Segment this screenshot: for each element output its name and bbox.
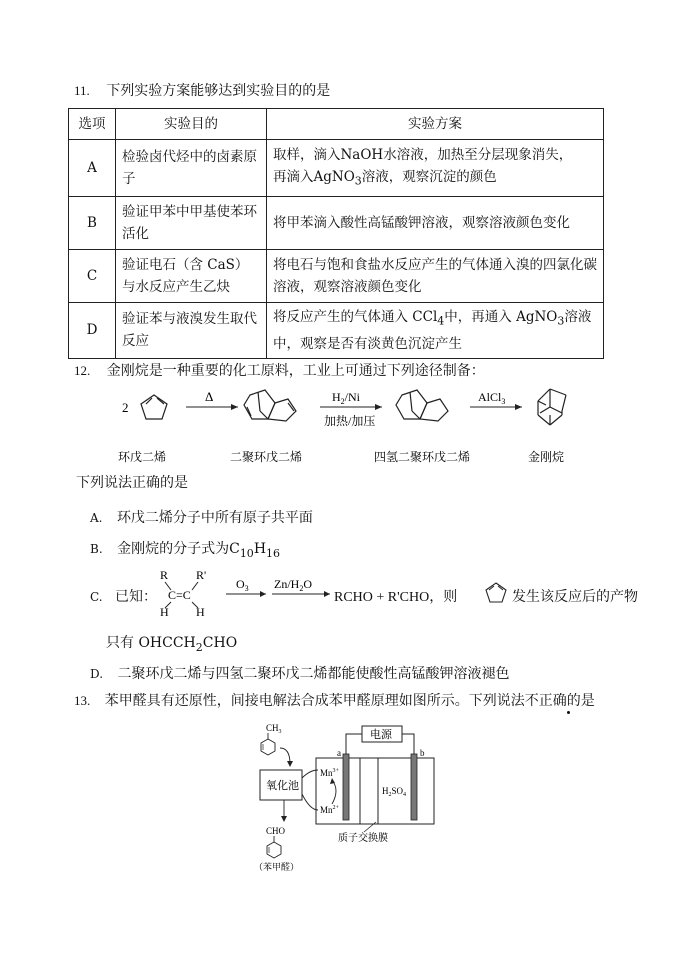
option-label: D. (90, 667, 104, 681)
name-tetrahydro: 四氢二聚环戊二烯 (374, 450, 471, 464)
row-option: C (69, 250, 116, 303)
mn3-label: $Mn^{3+}$ (320, 768, 339, 778)
electrolysis-figure (244, 718, 454, 878)
substituent-r-prime: R' (196, 568, 207, 582)
arrow-head (287, 761, 293, 767)
plan-text: 再滴入 (273, 168, 314, 185)
electrode-a-label: a (337, 748, 341, 758)
formula: CHO (202, 635, 238, 651)
option-text: 金刚烷的分子式为C (117, 541, 240, 557)
dicyclopentadiene-structure (244, 390, 296, 421)
table-row (69, 197, 604, 250)
q13-number: 13. (74, 693, 91, 708)
q11-number: 11. (74, 83, 90, 98)
row-option: A (69, 140, 116, 197)
stem-text: 苯甲醛具有还原性，间接电解法合成苯甲醛原理如图所示。下列说法 (104, 693, 525, 709)
q11-table (68, 108, 604, 359)
conditions-label: 加热/加压 (324, 414, 376, 428)
q11-stem: 下列实验方案能够达到实验目的的是 (106, 83, 331, 99)
arrow-head (324, 591, 330, 597)
plan-text: 溶液，观察沉淀的颜色 (361, 168, 497, 185)
row-goal: 验证电石（含 CaS）与水反应产生乙炔 (116, 250, 267, 303)
header-goal: 实验目的 (116, 109, 267, 140)
q12-stem-line (74, 362, 485, 380)
hydrogen-2: H (196, 605, 205, 618)
plan-text: 溶液中，观察是否有淡黄色沉淀产生 (273, 309, 592, 352)
row-plan (267, 250, 604, 303)
row-option: D (69, 303, 116, 359)
alkene-core: C=C (168, 588, 191, 602)
benzaldehyde-name: （苯甲醛） (254, 862, 300, 872)
arrow-head (281, 816, 287, 822)
row-plan (267, 197, 604, 250)
table-row (69, 250, 604, 303)
q13-stem-line (74, 692, 595, 710)
q12-option-a (90, 507, 313, 527)
q12-option-d (90, 663, 509, 683)
subscript: 3 (354, 174, 362, 188)
plan-text: 取样，滴入NaOH水溶液，加热至分层现象消失， (273, 146, 573, 163)
cyclopentadiene-structure (141, 395, 167, 419)
toluene-structure (261, 723, 282, 755)
row-goal: 验证甲苯中甲基使苯环活化 (116, 197, 267, 250)
q12-option-c-products (334, 586, 457, 606)
q12-prompt: 下列说法正确的是 (76, 475, 188, 491)
electrode-b-label: b (420, 748, 425, 758)
oxidation-pool-label: 氧化池 (266, 780, 299, 792)
header-plan: 实验方案 (267, 109, 604, 140)
mn2-label: $Mn^{2+}$ (320, 805, 339, 815)
q11-header-row (69, 109, 604, 140)
ozone-label: $O_3$ (236, 577, 249, 593)
subscript: 3 (557, 314, 565, 328)
plan-text: 将甲苯滴入酸性高锰酸钾溶液，观察溶液颜色变化 (273, 215, 570, 231)
h2-ni-label: $H_2/Ni$ (332, 390, 361, 406)
acid-label: $H_2SO_4$ (382, 786, 407, 798)
row-option: B (69, 197, 116, 250)
q13-stem (105, 693, 595, 709)
emphasis-text: 不 (524, 693, 539, 709)
name-dicyclopentadiene: 二聚环戊二烯 (230, 450, 303, 464)
emphasis-dot (567, 711, 570, 714)
substituent-r: R (160, 568, 169, 582)
option-label: B. (90, 542, 103, 556)
zn-h2o-label: $Zn/H_2O$ (274, 577, 313, 593)
arrow-head (231, 404, 238, 410)
q12-option-c-line2 (106, 632, 237, 654)
electrode-a (343, 754, 349, 820)
option-text: 环戊二烯分子中所有原子共平面 (116, 510, 313, 526)
name-adamantane: 金刚烷 (528, 450, 565, 464)
header-option: 选项 (69, 109, 116, 140)
row-goal: 检验卤代烃中的卤素原子 (116, 140, 267, 197)
bond (192, 582, 198, 590)
plan-text: 中，再通入 AgNO (444, 309, 558, 325)
name-cyclopentadiene: 环戊二烯 (118, 450, 167, 464)
adamantane-structure (538, 389, 566, 425)
arrow-head (375, 404, 382, 410)
table-row (69, 140, 604, 197)
q12-option-c-label (90, 586, 157, 606)
stem-text: 正确的是 (538, 693, 595, 709)
wire-a (346, 734, 362, 754)
known-label: 已知： (115, 589, 158, 605)
q12-option-b (90, 538, 280, 560)
formula: AgNO (313, 168, 355, 185)
row-plan (267, 303, 604, 359)
scheme-coefficient: 2 (122, 400, 129, 415)
benzaldehyde-structure (266, 826, 286, 858)
electrode-b (411, 754, 417, 820)
option-label: C. (90, 590, 103, 604)
heat-label: Δ (205, 389, 214, 404)
ozonolysis-scheme (150, 566, 340, 618)
arrow-head (260, 591, 266, 597)
table-row (69, 303, 604, 359)
option-label: A. (90, 511, 103, 525)
ch3-label: $CH_3$ (266, 723, 282, 735)
q12-stem: 金刚烷是一种重要的化工原料，工业上可通过下列途径制备： (106, 363, 485, 379)
subscript: 2 (195, 640, 203, 654)
hydrogen-1: H (160, 605, 169, 618)
membrane-label: 质子交换膜 (338, 833, 388, 844)
tetrahydro-dicyclopentadiene-structure (396, 390, 448, 421)
subscript: 10 (239, 546, 254, 560)
option-text: 二聚环戊二烯与四氢二聚环戊二烯都能使酸性高锰酸钾溶液褪色 (117, 666, 510, 682)
synthesis-scheme (110, 385, 610, 470)
arrow-head (515, 404, 522, 410)
row-goal: 验证苯与液溴发生取代反应 (116, 303, 267, 359)
plan-text: 将电石与饱和食盐水反应产生的气体通入溴的四氯化碳溶液，观察溶液颜色变化 (273, 257, 597, 295)
q12-number: 12. (74, 363, 91, 378)
cyclopentadiene-icon (483, 581, 509, 605)
q12-option-c-tail: 发生该反应后的产物 (512, 589, 638, 605)
row-plan (267, 140, 604, 197)
cho-label: CHO (266, 826, 286, 836)
subscript: 4 (437, 314, 445, 328)
products-text: RCHO + R'CHO，则 (334, 590, 458, 605)
q11-stem-line (74, 82, 330, 100)
subscript: 16 (266, 546, 281, 560)
alcl3-label: AlCl$_3$ (478, 390, 506, 406)
option-text: 只有 OHCCH (106, 635, 196, 651)
plan-text: 将反应产生的气体通入 CCl (273, 309, 438, 325)
wire-b (402, 734, 414, 754)
power-label: 电源 (370, 729, 392, 741)
formula: H (253, 541, 267, 557)
